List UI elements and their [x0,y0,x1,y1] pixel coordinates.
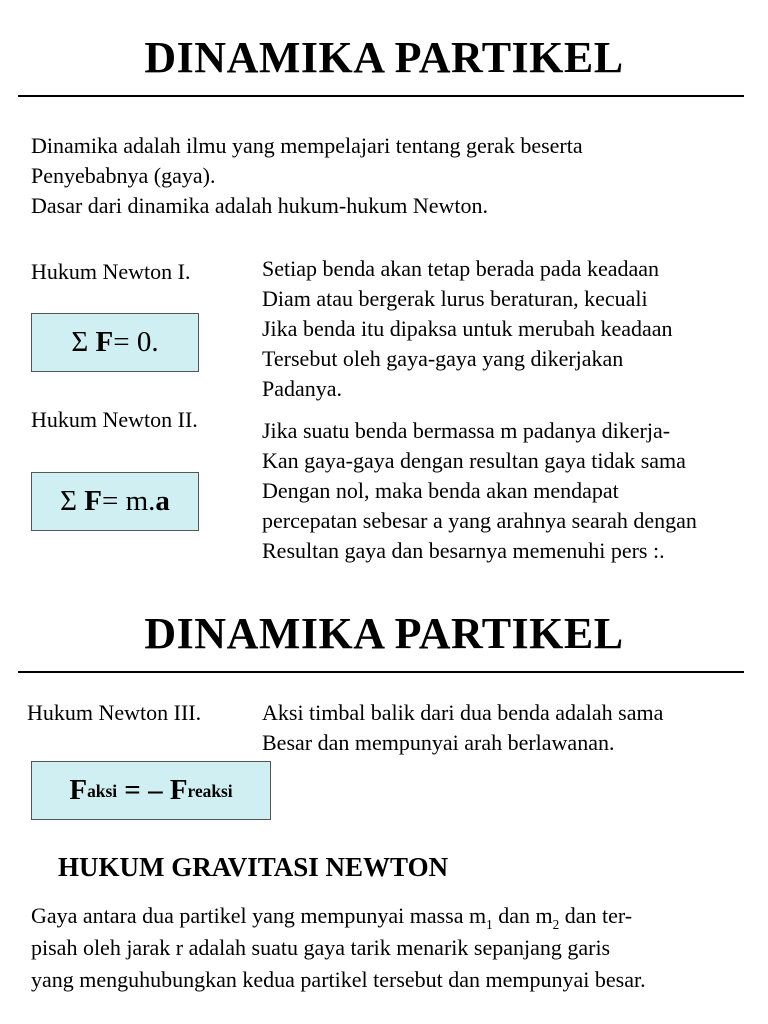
subscript-2: 2 [552,916,560,932]
law3-formula-mid: = – [117,774,170,806]
section1-title: DINAMIKA PARTIKEL [144,33,624,82]
law3-label: Hukum Newton III. [27,700,202,725]
gravity-line-1-b: dan m [492,903,553,928]
gravity-paragraph [31,900,646,996]
acceleration-symbol: a [155,485,170,517]
law1-description [262,254,673,404]
law2-line: percepatan sebesar a yang arahnya searah dengan [262,508,697,533]
gravity-line-2: pisah oleh jarak r adalah suatu gaya tarik menarik sepanjang garis [31,935,611,960]
law3-description [262,698,663,758]
subscript-1: 1 [486,916,493,932]
force-symbol: F [169,774,188,806]
intro-line-3: Dasar dari dinamika adalah hukum-hukum Newton. [31,193,488,218]
gravity-line-3: yang menguhubungkan kedua partikel tersebut dan mempunyai besar. [31,967,646,992]
force-symbol: F [95,326,114,358]
law2-description [262,416,697,566]
law2-label: Hukum Newton II. [31,407,198,432]
intro-text [31,131,583,221]
sigma-symbol: Σ [60,485,77,517]
law1-line: Tersebut oleh gaya-gaya yang dikerjakan [262,346,624,371]
law2-line: Resultan gaya dan besarnya memenuhi pers :. [262,538,665,563]
law3-formula-box: F aksi = – F reaksi [31,761,271,820]
law2-line: Kan gaya-gaya dengan resultan gaya tidak sama [262,448,686,473]
law2-line: Jika suatu benda bermassa m padanya dikerja- [262,418,671,443]
section2-title: DINAMIKA PARTIKEL [144,609,624,658]
gravity-heading: HUKUM GRAVITASI NEWTON [58,852,449,882]
law3-line: Besar dan mempunyai arah berlawanan. [262,730,615,755]
title-divider-1 [18,95,744,97]
law2-formula-box [31,472,199,531]
sigma-symbol: Σ [71,326,89,358]
gravity-line-1-c: dan ter- [559,903,633,928]
law2-formula-mid: = m. [101,485,156,517]
intro-line-1: Dinamika adalah ilmu yang mempelajari tentang gerak beserta [31,133,583,158]
law3-line: Aksi timbal balik dari dua benda adalah sama [262,700,664,725]
title-divider-2 [18,671,744,673]
law1-line: Padanya. [262,376,343,401]
law2-line: Dengan nol, maka benda akan mendapat [262,478,619,503]
intro-line-2: Penyebabnya (gaya). [31,163,216,188]
gravity-line-1 [31,900,646,932]
law1-line: Diam atau bergerak lurus beraturan, kecuali [262,286,648,311]
law1-formula-box [31,313,199,372]
law1-label: Hukum Newton I. [31,259,191,284]
law1-line: Setiap benda akan tetap berada pada keadaan [262,256,660,281]
gravity-line-1-a: Gaya antara dua partikel yang mempunyai massa m [31,903,487,928]
law1-line: Jika benda itu dipaksa untuk merubah keadaan [262,316,673,341]
law1-formula-rest: = 0. [113,326,159,358]
force-symbol: F [69,774,88,806]
force-symbol: F [84,485,102,517]
